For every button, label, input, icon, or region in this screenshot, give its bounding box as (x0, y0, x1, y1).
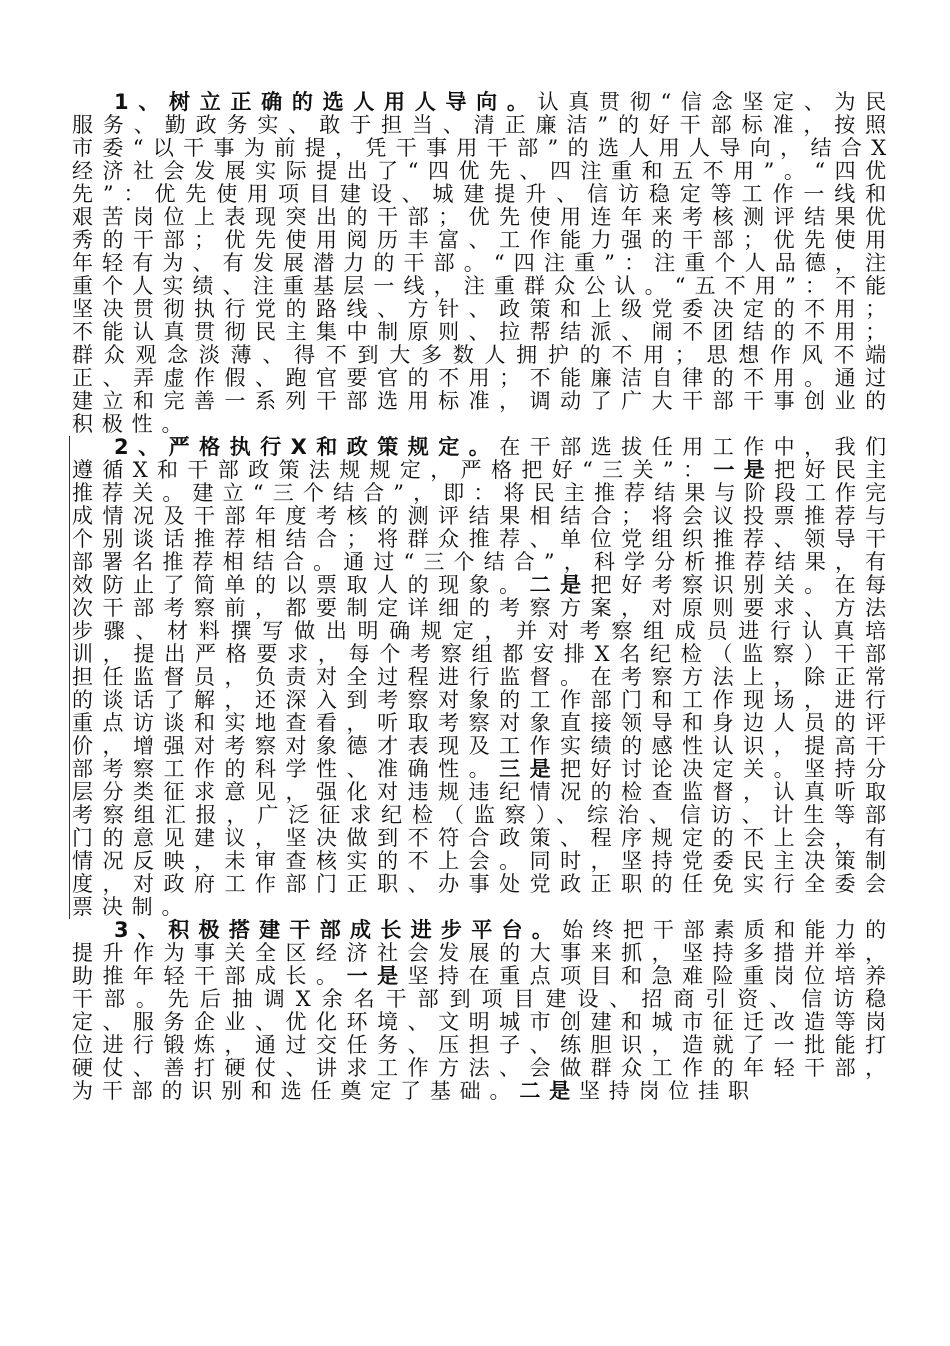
section-1-text: 认真贯彻“信念坚定、为民服务、勤政务实、敢于担当、清正廉洁”的好干部标准，按照市委“以干事为前提，凭干事用干部”的选人用人导向，结合X经济社会发展实际提出了“四优先、四注重和五不用”。“四优先”：优先使用项目建设、城建提升、信访稳定等工作一线和艰苦岗位上表现突出的干部；优先使用连年来考核测评结果优秀的干部；优先使用阅历丰富、工作能力强的干部；优先使用年轻有为、有发展潜力的干部。“四注重”：注重个人品德，注重个人实绩、注重基层一线，注重群众公认。“五不用”：不能坚决贯彻执行党的路线、方针、政策和上级党委决定的不用；不能认真贯彻民主集中制原则、拉帮结派、闹不团结的不用；群众观念淡薄、得不到大多数人拥护的不用；思想作风不端正、弄虚作假、跑官要官的不用；不能廉洁自律的不用。通过建立和完善一系列干部选用标准，调动了广大干部干事创业的积极性。 (72, 90, 896, 436)
section-3-heading: 3、积极搭建干部成长进步平台。 (114, 918, 563, 942)
section-3-second-text: 坚持岗位挂职 (578, 1079, 758, 1103)
section-3 (72, 919, 895, 1103)
section-2-third-text: 把好讨论决定关。 (560, 757, 805, 781)
section-2-third-rest: 坚持分层分类征求意见，强化对违规违纪情况的检查监督，认真听取考察组汇报，广泛征求纪检（监察）、综治、信访、计生等部门的意见建议，坚决做到不符合政策、程序规定的不上会，有情况反映，未审查核实的不上会。同时，坚持党委民主决策制度，对政府工作部门正职、办事处党政正职的任免实行全委会票决制。 (72, 757, 896, 919)
document-page (72, 91, 895, 1103)
section-2-first-text: 把好民主推荐关。建立“三个结合”，即：将民主推荐结果与阶段工作完成情况及干部年度考核的测评结果相结合；将会议投票推荐与个别谈话推荐相结合；将群众推荐、单位党组织推荐、领导干部署名推荐相结合。通过“三个结合”，科学分析推荐结果，有效防止了简单的以票取人的现象。 (72, 458, 896, 597)
section-3-first-text: 坚持在重点项目和急难险重岗位培养干部。先后抽调X余名干部到项目建设、招商引资、信访稳定、服务企业、优化环境、文明城市创建和城市征迁改造等岗位进行锻炼，通过交任务、压担子、练胆识，造就了一批能打硬仗、善打硬仗、讲求工作方法、会做群众工作的年轻干部，为干部的识别和选任奠定了基础。 (72, 964, 895, 1103)
section-2 (69, 436, 895, 919)
section-2-intro: 在干部选拔任用工作中，我们遵循X和干部政策法规规定，严格把好“三关”： (72, 435, 895, 482)
section-1-heading: 1、树立正确的选人用人导向。 (114, 90, 538, 114)
section-3-text: 始终把干部素质和能力的提升作为事关全区经济社会发展的大事来抓，坚持多措并举，助推年轻干部成长。 (72, 918, 895, 988)
section-3-second-label: 二是 (519, 1079, 579, 1103)
section-2-second-label: 二是 (529, 573, 591, 597)
section-2-first-label: 一是 (713, 458, 775, 482)
section-3-first-label: 一是 (346, 964, 408, 988)
section-2-heading: 2、严格执行X和政策规定。 (114, 435, 500, 459)
section-2-third-label: 三是 (499, 757, 561, 781)
section-2-second-rest: 在每次干部考察前，都要制定详细的考察方案，对原则要求、方法步骤、材料撰写做出明确规定，并对考察组成员进行认真培训，提出严格要求，每个考察组都安排X名纪检（监察）干部担任监督员，负责对全过程进行监督。在考察方法上，除正常的谈话了解，还深入到考察对象的工作部门和工作现场，进行重点访谈和实地查看，听取考察对象直接领导和身边人员的评价，增强对考察对象德才表现及工作实绩的感性认识，提高干部考察工作的科学性、准确性。 (72, 573, 895, 781)
section-1 (72, 91, 895, 436)
section-2-second-text: 把好考察识别关。 (590, 573, 835, 597)
